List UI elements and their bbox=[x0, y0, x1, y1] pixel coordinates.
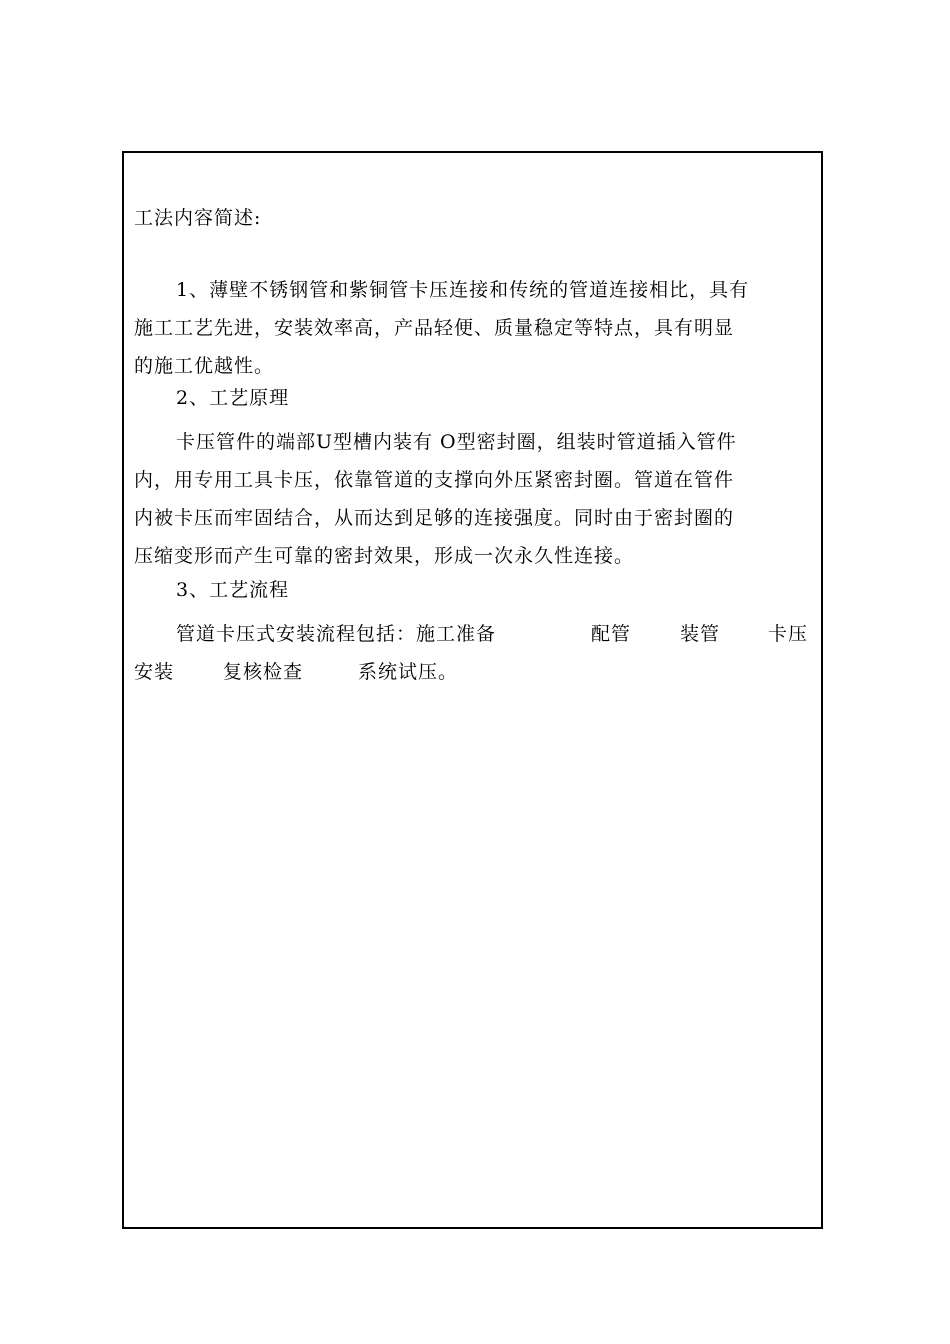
paragraph-line: 施工工艺先进，安装效率高，产品轻便、质量稳定等特点，具有明显 bbox=[134, 317, 735, 339]
process-step-prep: 管道卡压式安装流程包括：施工准备 bbox=[176, 623, 497, 645]
process-step-recheck: 复核检查 bbox=[223, 661, 304, 683]
process-line bbox=[134, 615, 814, 653]
paragraph-line: 卡压管件的端部U型槽内装有 O型密封圈，组装时管道插入管件 bbox=[176, 431, 737, 453]
process-step-pipe-install: 装管 bbox=[680, 623, 721, 645]
paragraph-line: 内被卡压而牢固结合，从而达到足够的连接强度。同时由于密封圈的 bbox=[134, 507, 735, 529]
document-frame bbox=[122, 151, 823, 1229]
process-step-pipe-fit: 配管 bbox=[591, 623, 632, 645]
paragraph-advantages bbox=[134, 271, 814, 385]
subheading-process bbox=[134, 577, 856, 604]
heading-text: 工法内容简述: bbox=[134, 207, 262, 229]
paragraph-line: 1、薄壁不锈钢管和紫铜管卡压连接和传统的管道连接相比，具有 bbox=[176, 279, 750, 301]
process-step-press: 卡压 bbox=[768, 623, 809, 645]
paragraph-principle bbox=[134, 423, 814, 575]
section-heading bbox=[134, 205, 814, 232]
paragraph-process bbox=[134, 615, 814, 691]
paragraph-line: 内，用专用工具卡压，依靠管道的支撑向外压紧密封圈。管道在管件 bbox=[134, 469, 735, 491]
subheading-principle bbox=[134, 385, 856, 412]
process-line bbox=[134, 653, 814, 691]
process-step-press-install: 安装 bbox=[134, 661, 175, 683]
subheading-text: 3、工艺流程 bbox=[176, 579, 290, 601]
subheading-text: 2、工艺原理 bbox=[176, 387, 290, 409]
process-step-pressure-test: 系统试压。 bbox=[358, 661, 459, 683]
paragraph-line: 的施工优越性。 bbox=[134, 355, 275, 377]
paragraph-line: 压缩变形而产生可靠的密封效果，形成一次永久性连接。 bbox=[134, 545, 635, 567]
